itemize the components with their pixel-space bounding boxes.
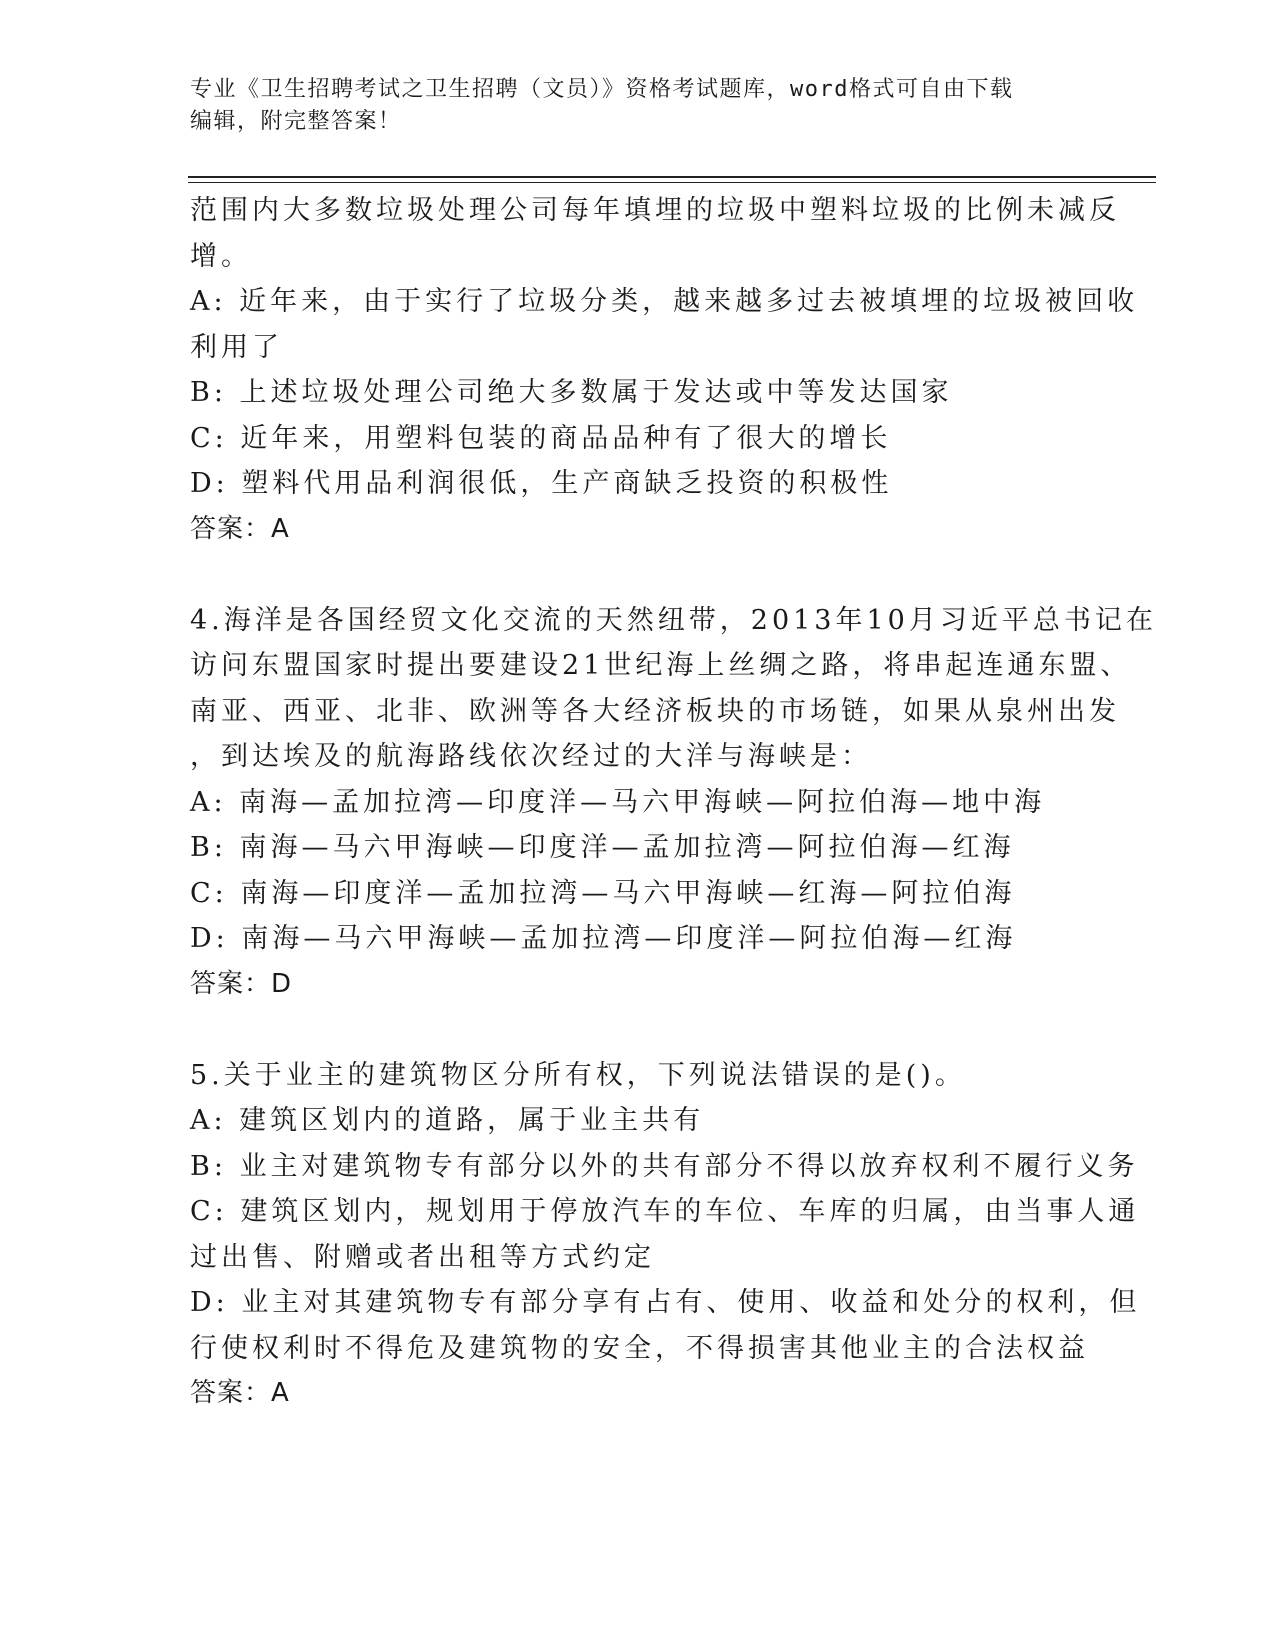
- header-rule-thick: [188, 176, 1156, 178]
- q5-option-d-line-2: 行使权利时不得危及建筑物的安全，不得损害其他业主的合法权益: [190, 1332, 1089, 1364]
- question-content: [190, 188, 1157, 1417]
- q3-stem-line-1: 范围内大多数垃圾处理公司每年填埋的垃圾中塑料垃圾的比例未减反: [190, 195, 1120, 226]
- q5-option-b: B: 业主对建筑物专有部分以外的共有部分不得以放弃权利不履行义务: [190, 1150, 1139, 1182]
- q4-option-c: C: 南海—印度洋—孟加拉湾—马六甲海峡—红海—阿拉伯海: [190, 877, 1016, 909]
- q5-option-c-line-1: C: 建筑区划内，规划用于停放汽车的车位、车库的归属，由当事人通: [190, 1196, 1140, 1227]
- spacer: [190, 552, 1090, 598]
- q3-option-b: B: 上述垃圾处理公司绝大多数属于发达或中等发达国家: [190, 377, 953, 408]
- q5-answer: 答案：A: [190, 1378, 290, 1408]
- spacer: [190, 1007, 1090, 1053]
- q5-option-c-line-2: 过出售、附赠或者出租等方式约定: [190, 1241, 655, 1273]
- q5-stem: 5.关于业主的建筑物区分所有权，下列说法错误的是()。: [190, 1059, 966, 1091]
- q3-option-a-line-1: A: 近年来，由于实行了垃圾分类，越来越多过去被填埋的垃圾被回收: [190, 286, 1139, 317]
- q4-stem-line-4: ，到达埃及的航海路线依次经过的大洋与海峡是：: [190, 741, 872, 772]
- question-5: [190, 1053, 1141, 1417]
- q3-option-a-line-2: 利用了: [190, 331, 283, 363]
- header-rule-thin: [188, 182, 1156, 183]
- q4-option-b: B: 南海—马六甲海峡—印度洋—孟加拉湾—阿拉伯海—红海: [190, 832, 1015, 863]
- question-3: [190, 188, 1139, 552]
- q3-stem-line-2: 增。: [190, 240, 252, 272]
- q4-stem-line-1: 4.海洋是各国经贸文化交流的天然纽带，2013年10月习近平总书记在: [190, 604, 1157, 636]
- question-4: [190, 598, 1157, 1008]
- header-line-1: 专业《卫生招聘考试之卫生招聘（文员）》资格考试题库，word格式可自由下载: [190, 77, 1014, 102]
- q5-option-a: A: 建筑区划内的道路，属于业主共有: [190, 1105, 705, 1136]
- q4-answer: 答案：D: [190, 968, 293, 999]
- page-header: [190, 74, 1070, 138]
- q4-option-a: A: 南海—孟加拉湾—印度洋—马六甲海峡—阿拉伯海—地中海: [190, 786, 1046, 818]
- q3-option-c: C: 近年来，用塑料包装的商品品种有了很大的增长: [190, 422, 892, 454]
- q3-answer: 答案：A: [190, 513, 290, 544]
- q3-option-d: D: 塑料代用品利润很低，生产商缺乏投资的积极性: [190, 468, 893, 499]
- q4-stem-line-3: 南亚、西亚、北非、欧洲等各大经济板块的市场链，如果从泉州出发: [190, 695, 1120, 727]
- header-line-2: 编辑，附完整答案！: [190, 109, 402, 134]
- q4-stem-line-2: 访问东盟国家时提出要建设21世纪海上丝绸之路，将串起连通东盟、: [190, 650, 1132, 681]
- q5-option-d-line-1: D: 业主对其建筑物专有部分享有占有、使用、收益和处分的权利，但: [190, 1287, 1141, 1318]
- q4-option-d: D: 南海—马六甲海峡—孟加拉湾—印度洋—阿拉伯海—红海: [190, 923, 1017, 954]
